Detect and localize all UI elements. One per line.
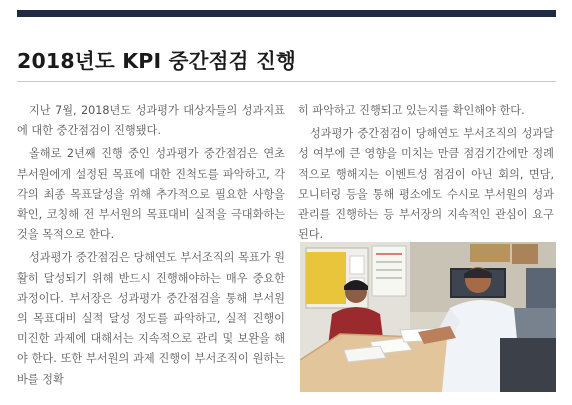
title-divider [17,81,556,82]
meeting-photo [300,242,556,392]
article-column-right [298,101,554,248]
paragraph: 성과평가 중간점검은 당해연도 부서조직의 목표가 원활히 달성되기 위해 반드시 진행해야하는 매우 중요한 과정이다. 부서장은 성과평가 중간점검을 통해 부서원의 목표대비 실적 달성 정도를 파악하고, 실적 진행이 미진한 과제에 대해서는 지속적으로 관리 및 보완을 해야 한다. 또한 부서원의 과제 진행이 부서조직이 원하는 바를 정확 [17,251,285,386]
paragraph: 히 파악하고 진행되고 있는지를 확인해야 한다. [298,104,525,117]
paragraph: 성과평가 중간점검이 당해연도 부서조직의 성과달성 여부에 큰 영향을 미치는 만큼 점검기간에만 정례적으로 행해지는 이벤트성 점검이 아닌 회의, 면담, 모니터링 등을 통해 평소에도 수시로 부서원의 성과관리를 진행하는 등 부서장의 지속적인 관심이 요구된다. [298,127,554,242]
article-column-left [17,101,285,393]
header-bar [17,10,556,17]
paragraph: 올해로 2년째 진행 중인 성과평가 중간점검은 연초 부서원에게 설정된 목표에 대한 진척도를 파악하고, 각각의 최종 목표달성을 위해 추가적으로 필요한 사항을 확인, 코칭해 전 부서원의 목표대비 실적을 극대화하는 것을 목적으로 한다. [17,147,285,242]
paragraph: 지난 7월, 2018년도 성과평가 대상자들의 성과지표에 대한 중간점검이 진행됐다. [17,104,285,138]
article-title: 2018년도 KPI 중간점검 진행 [17,49,297,73]
